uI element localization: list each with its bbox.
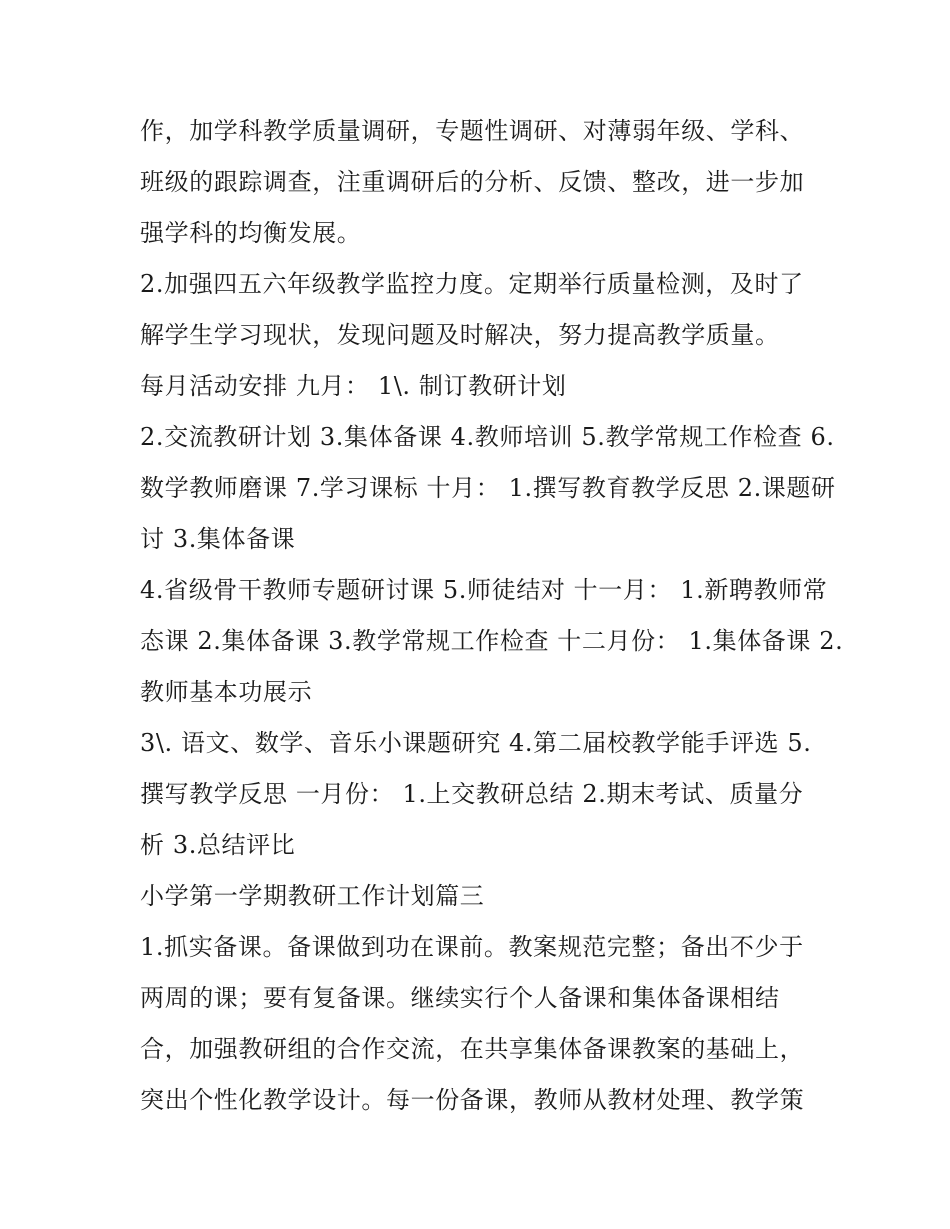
text-line: 撰写教学反思 一月份： 1.上交教研总结 2.期末考试、质量分 bbox=[140, 780, 804, 808]
text-line: 突出个性化教学设计。每一份备课，教师从教材处理、教学策 bbox=[140, 1086, 805, 1114]
text-line: 1.抓实备课。备课做到功在课前。教案规范完整；备出不少于 bbox=[140, 933, 804, 961]
text-line: 态课 2.集体备课 3.教学常规工作检查 十二月份： 1.集体备课 2. bbox=[140, 627, 844, 655]
text-line: 4.省级骨干教师专题研讨课 5.师徒结对 十一月： 1.新聘教师常 bbox=[140, 576, 828, 604]
text-line: 每月活动安排 九月： 1\. 制订教研计划 bbox=[140, 372, 567, 400]
text-line: 合，加强教研组的合作交流，在共享集体备课教案的基础上， bbox=[140, 1035, 805, 1063]
text-line: 两周的课；要有复备课。继续实行个人备课和集体备课相结 bbox=[140, 984, 780, 1012]
document-page bbox=[140, 106, 844, 1126]
section-heading: 小学第一学期教研工作计划篇三 bbox=[140, 882, 485, 910]
text-line: 析 3.总结评比 bbox=[140, 831, 296, 859]
text-line: 2.交流教研计划 3.集体备课 4.教师培训 5.教学常规工作检查 6. bbox=[140, 423, 835, 451]
text-line: 强学科的均衡发展。 bbox=[140, 219, 362, 247]
text-line: 数学教师磨课 7.学习课标 十月： 1.撰写教育教学反思 2.课题研 bbox=[140, 474, 836, 502]
text-line: 班级的跟踪调查，注重调研后的分析、反馈、整改，进一步加 bbox=[140, 168, 805, 196]
text-line: 作，加学科教学质量调研，专题性调研、对薄弱年级、学科、 bbox=[140, 117, 805, 145]
text-line: 讨 3.集体备课 bbox=[140, 525, 296, 553]
text-line: 2.加强四五六年级教学监控力度。定期举行质量检测，及时了 bbox=[140, 270, 804, 298]
text-line: 3\. 语文、数学、音乐小课题研究 4.第二届校教学能手评选 5. bbox=[140, 729, 812, 757]
text-line: 教师基本功展示 bbox=[140, 678, 313, 706]
text-line: 解学生学习现状，发现问题及时解决，努力提高教学质量。 bbox=[140, 321, 780, 349]
